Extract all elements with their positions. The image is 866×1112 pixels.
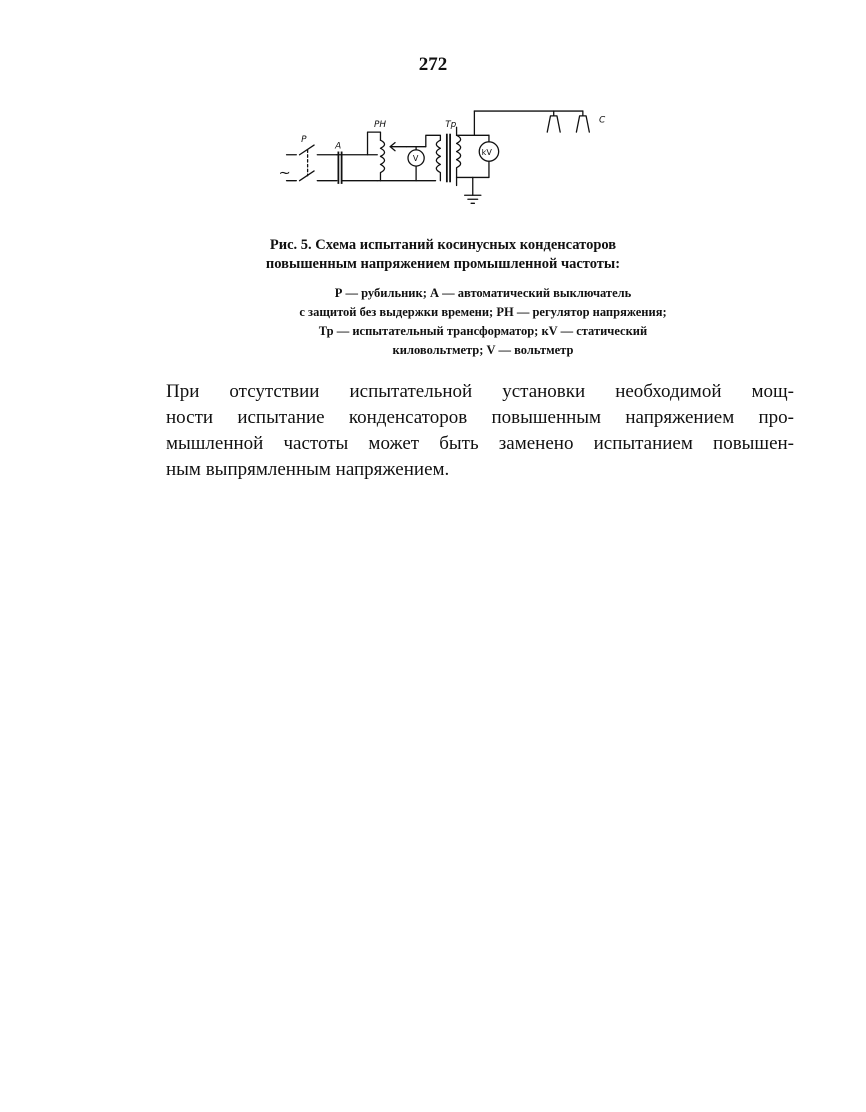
capacitor-c bbox=[547, 111, 589, 132]
legend-line: с защитой без выдержки времени; РН — регулятор напряжения; bbox=[299, 305, 667, 319]
circuit-schematic bbox=[272, 92, 612, 224]
paragraph-line: ности испытание конденсаторов повышенным напряжением про- bbox=[166, 407, 794, 428]
kilovoltmeter bbox=[457, 135, 499, 177]
capacitor-label: C bbox=[599, 115, 606, 126]
legend-line: Р — рубильник; А — автоматический выключатель bbox=[334, 286, 632, 300]
legend-line: Тр — испытательный трансформатор; кV — статический bbox=[318, 324, 648, 338]
caption-line: Рис. 5. Схема испытаний косинусных конденсаторов bbox=[269, 237, 617, 253]
caption-line: повышенным напряжением промышленной частоты: bbox=[265, 256, 621, 272]
legend-line: киловольтметр; V — вольтметр bbox=[392, 343, 574, 357]
breaker-a bbox=[337, 152, 377, 184]
transformer-label: Tp bbox=[445, 120, 457, 131]
voltmeter bbox=[380, 147, 435, 181]
breaker-label: A bbox=[335, 141, 342, 152]
figure-caption bbox=[200, 236, 686, 274]
switch-label: P bbox=[301, 134, 307, 145]
switch-p bbox=[287, 145, 337, 181]
voltmeter-label: V bbox=[412, 153, 419, 164]
source-symbol: ~ bbox=[278, 164, 291, 182]
paragraph-line: При отсутствии испытательной установки необходимой мощ- bbox=[166, 381, 794, 402]
figure-legend bbox=[200, 284, 766, 360]
transformer-tp bbox=[426, 127, 461, 185]
ground-symbol-transformer bbox=[465, 177, 481, 203]
circuit-diagram bbox=[272, 92, 612, 224]
kilovoltmeter-label: kV bbox=[481, 146, 492, 157]
body-paragraph bbox=[166, 379, 794, 483]
paragraph-line: ным выпрямленным напряжением. bbox=[166, 459, 450, 480]
page-number: 272 bbox=[418, 54, 448, 75]
regulator-label: PH bbox=[374, 120, 387, 131]
paragraph-line: мышленной частоты может быть заменено испытанием повышен- bbox=[166, 433, 794, 454]
